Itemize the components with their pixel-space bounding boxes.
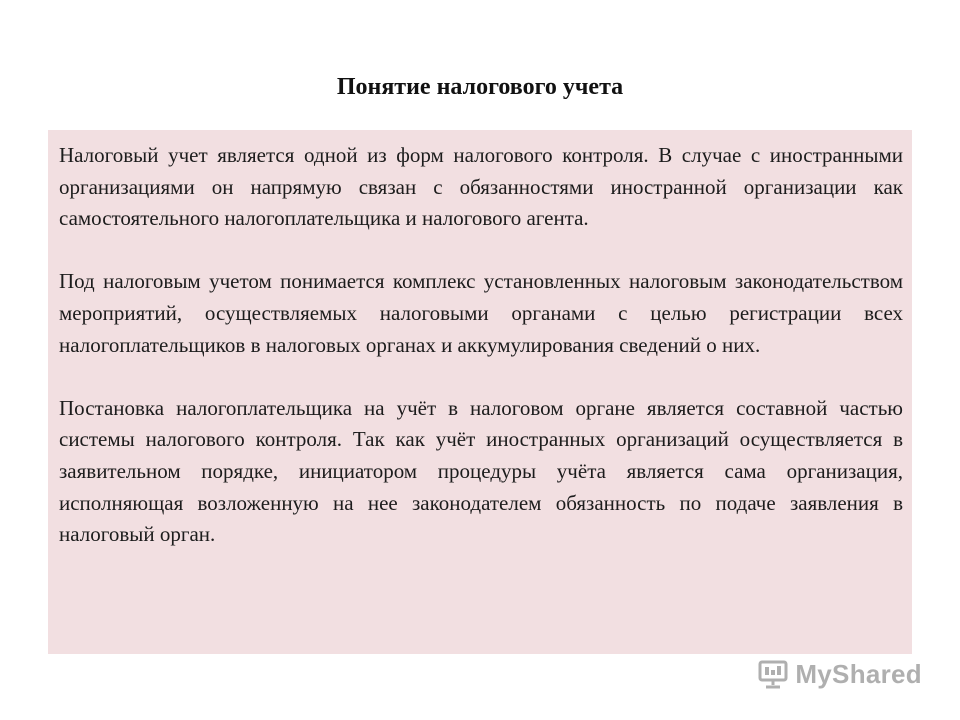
- presentation-screen-icon: [757, 658, 789, 690]
- paragraph-1: Налоговый учет является одной из форм налогового контроля. В случае с иностранными организациями он напрямую связан с обязанностями иностранной организации как самостоятельного налогоплательщика и налогового агента.: [59, 143, 903, 231]
- content-box: [48, 130, 912, 654]
- paragraph-3: Постановка налогоплательщика на учёт в налоговом органе является составной частью системы налогового контроля. Так как учёт иностранных организаций осуществляется в заявительном порядке, инициатором процедуры учёта является сама организация, исполняющая возложенную на нее законодателем обязанность по подаче заявления в налоговый орган.: [59, 395, 903, 547]
- paragraph-2: Под налоговым учетом понимается комплекс установленных налоговым законодательством мероприятий, осуществляемых налоговыми органами с целью регистрации всех налогоплательщиков в налоговых органах и аккумулирования сведений о них.: [59, 269, 903, 357]
- slide-title: Понятие налогового учета: [336, 74, 624, 100]
- myshared-watermark: [757, 656, 922, 692]
- watermark-text: MyShared: [795, 658, 922, 689]
